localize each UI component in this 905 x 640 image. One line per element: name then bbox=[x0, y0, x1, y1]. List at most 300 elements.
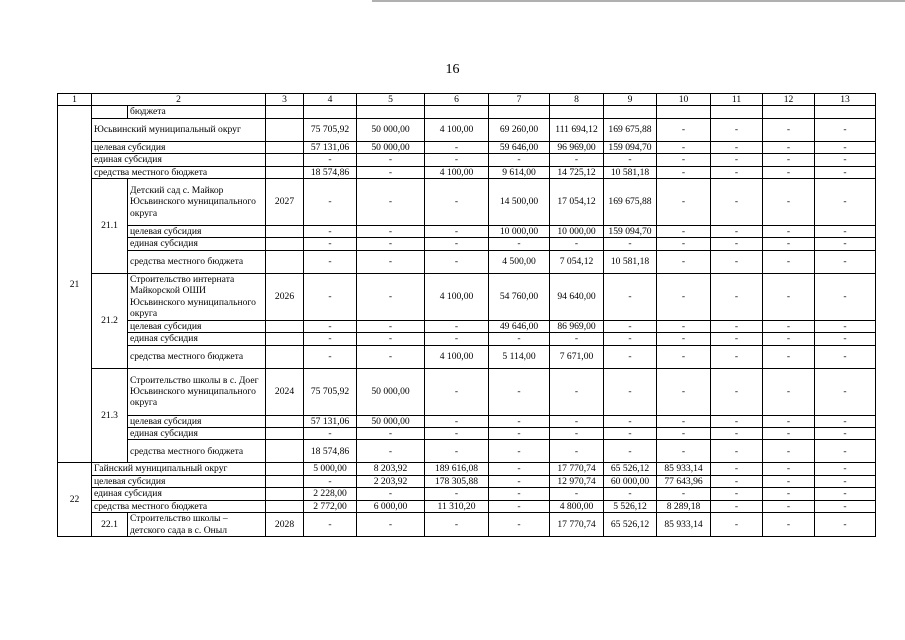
value-cell bbox=[489, 106, 550, 118]
value-cell: - bbox=[815, 500, 876, 512]
value-cell: - bbox=[304, 513, 357, 537]
value-cell: - bbox=[711, 500, 763, 512]
value-cell: - bbox=[815, 141, 876, 153]
value-cell: - bbox=[711, 238, 763, 250]
year-cell bbox=[266, 238, 304, 250]
value-cell: - bbox=[763, 428, 815, 440]
column-header: 12 bbox=[763, 94, 815, 106]
row-label: целевая субсидия bbox=[92, 475, 266, 487]
value-cell: - bbox=[550, 368, 604, 415]
value-cell: - bbox=[763, 118, 815, 141]
row-label: Гайнский муниципальный округ bbox=[92, 463, 266, 475]
value-cell: - bbox=[711, 415, 763, 427]
value-cell: - bbox=[489, 428, 550, 440]
value-cell: 10 000,00 bbox=[489, 226, 550, 238]
value-cell: 189 616,08 bbox=[425, 463, 489, 475]
value-cell: 159 094,70 bbox=[604, 141, 657, 153]
value-cell: - bbox=[550, 415, 604, 427]
column-header: 13 bbox=[815, 94, 876, 106]
column-header: 6 bbox=[425, 94, 489, 106]
sub-item-number: 22.1 bbox=[92, 513, 128, 537]
value-cell: 169 675,88 bbox=[604, 118, 657, 141]
row-label: целевая субсидия bbox=[128, 226, 266, 238]
year-cell: 2024 bbox=[266, 368, 304, 415]
value-cell: 75 705,92 bbox=[304, 118, 357, 141]
value-cell: 50 000,00 bbox=[357, 118, 425, 141]
value-cell: - bbox=[425, 428, 489, 440]
row-label: Строительство школы – детского сада в с. Оныл bbox=[128, 513, 266, 537]
column-header: 7 bbox=[489, 94, 550, 106]
value-cell: - bbox=[711, 179, 763, 226]
value-cell: - bbox=[711, 226, 763, 238]
blank-cell bbox=[92, 106, 128, 118]
value-cell: - bbox=[657, 488, 711, 500]
value-cell: - bbox=[711, 440, 763, 463]
value-cell: - bbox=[304, 333, 357, 345]
value-cell: 17 770,74 bbox=[550, 463, 604, 475]
value-cell: - bbox=[357, 166, 425, 178]
value-cell: 17 770,74 bbox=[550, 513, 604, 537]
value-cell: 59 646,00 bbox=[489, 141, 550, 153]
column-header: 4 bbox=[304, 94, 357, 106]
year-cell: 2028 bbox=[266, 513, 304, 537]
value-cell: - bbox=[763, 500, 815, 512]
value-cell: - bbox=[425, 320, 489, 332]
value-cell: 96 969,00 bbox=[550, 141, 604, 153]
value-cell: 7 671,00 bbox=[550, 345, 604, 368]
value-cell: - bbox=[711, 488, 763, 500]
value-cell: - bbox=[763, 141, 815, 153]
row-label: единая субсидия bbox=[92, 154, 266, 166]
sub-item-number: 21.2 bbox=[92, 273, 128, 368]
table-row bbox=[58, 500, 876, 512]
year-cell bbox=[266, 226, 304, 238]
value-cell: 111 694,12 bbox=[550, 118, 604, 141]
table-row bbox=[58, 141, 876, 153]
value-cell: - bbox=[815, 320, 876, 332]
year-cell bbox=[266, 320, 304, 332]
value-cell: 4 100,00 bbox=[425, 118, 489, 141]
value-cell: - bbox=[550, 488, 604, 500]
value-cell: 49 646,00 bbox=[489, 320, 550, 332]
value-cell: - bbox=[550, 238, 604, 250]
value-cell: - bbox=[489, 500, 550, 512]
value-cell: - bbox=[604, 488, 657, 500]
value-cell: - bbox=[763, 440, 815, 463]
value-cell: - bbox=[357, 154, 425, 166]
value-cell: - bbox=[489, 333, 550, 345]
row-label: средства местного бюджета bbox=[92, 500, 266, 512]
value-cell: 50 000,00 bbox=[357, 141, 425, 153]
value-cell: 4 100,00 bbox=[425, 273, 489, 320]
value-cell: - bbox=[357, 428, 425, 440]
year-cell bbox=[266, 166, 304, 178]
value-cell: - bbox=[711, 118, 763, 141]
value-cell: - bbox=[357, 488, 425, 500]
year-cell bbox=[266, 500, 304, 512]
value-cell: - bbox=[815, 250, 876, 273]
value-cell: 11 310,20 bbox=[425, 500, 489, 512]
value-cell: 18 574,86 bbox=[304, 166, 357, 178]
value-cell: - bbox=[711, 320, 763, 332]
value-cell: - bbox=[711, 345, 763, 368]
table-row bbox=[58, 333, 876, 345]
year-cell bbox=[266, 415, 304, 427]
row-label: Юсьвинский муниципальный округ bbox=[92, 118, 266, 141]
value-cell: - bbox=[425, 513, 489, 537]
value-cell: - bbox=[815, 475, 876, 487]
row-label: целевая субсидия bbox=[128, 320, 266, 332]
value-cell: 5 526,12 bbox=[604, 500, 657, 512]
value-cell: - bbox=[489, 488, 550, 500]
value-cell: - bbox=[489, 475, 550, 487]
year-cell bbox=[266, 440, 304, 463]
value-cell: - bbox=[763, 226, 815, 238]
value-cell: - bbox=[657, 415, 711, 427]
value-cell: - bbox=[604, 428, 657, 440]
year-cell bbox=[266, 428, 304, 440]
table-row bbox=[58, 345, 876, 368]
value-cell bbox=[304, 106, 357, 118]
value-cell: - bbox=[815, 179, 876, 226]
value-cell: 10 581,18 bbox=[604, 166, 657, 178]
value-cell: - bbox=[815, 513, 876, 537]
value-cell: - bbox=[604, 320, 657, 332]
column-header-row bbox=[58, 94, 876, 106]
year-cell bbox=[266, 141, 304, 153]
value-cell: - bbox=[357, 345, 425, 368]
value-cell: - bbox=[815, 488, 876, 500]
column-header: 9 bbox=[604, 94, 657, 106]
value-cell: - bbox=[815, 226, 876, 238]
value-cell: 65 526,12 bbox=[604, 463, 657, 475]
value-cell: - bbox=[815, 345, 876, 368]
value-cell: - bbox=[425, 415, 489, 427]
value-cell: 69 260,00 bbox=[489, 118, 550, 141]
value-cell: - bbox=[711, 154, 763, 166]
table-row bbox=[58, 154, 876, 166]
value-cell: - bbox=[657, 141, 711, 153]
table-row bbox=[58, 106, 876, 118]
value-cell: - bbox=[763, 179, 815, 226]
value-cell: - bbox=[815, 166, 876, 178]
value-cell: 2 228,00 bbox=[304, 488, 357, 500]
value-cell: 50 000,00 bbox=[357, 415, 425, 427]
value-cell: - bbox=[763, 166, 815, 178]
value-cell: - bbox=[763, 475, 815, 487]
budget-table bbox=[57, 93, 876, 537]
table-row bbox=[58, 368, 876, 415]
row-label: единая субсидия bbox=[92, 488, 266, 500]
value-cell bbox=[604, 106, 657, 118]
column-header: 2 bbox=[92, 94, 266, 106]
value-cell: - bbox=[304, 320, 357, 332]
value-cell: 2 772,00 bbox=[304, 500, 357, 512]
value-cell: - bbox=[425, 179, 489, 226]
value-cell: 4 800,00 bbox=[550, 500, 604, 512]
value-cell: - bbox=[304, 154, 357, 166]
value-cell: 8 203,92 bbox=[357, 463, 425, 475]
value-cell: 14 500,00 bbox=[489, 179, 550, 226]
value-cell: 8 289,18 bbox=[657, 500, 711, 512]
value-cell: - bbox=[304, 226, 357, 238]
value-cell: - bbox=[657, 238, 711, 250]
year-cell bbox=[266, 333, 304, 345]
column-header: 3 bbox=[266, 94, 304, 106]
value-cell: - bbox=[550, 440, 604, 463]
value-cell: - bbox=[304, 250, 357, 273]
value-cell: - bbox=[604, 345, 657, 368]
value-cell: - bbox=[425, 141, 489, 153]
value-cell: - bbox=[489, 415, 550, 427]
row-label: Детский сад с. Майкор Юсьвинского муниципального округа bbox=[128, 179, 266, 226]
value-cell: - bbox=[489, 368, 550, 415]
value-cell: - bbox=[711, 333, 763, 345]
value-cell: - bbox=[815, 333, 876, 345]
value-cell: 159 094,70 bbox=[604, 226, 657, 238]
year-cell bbox=[266, 475, 304, 487]
table-row bbox=[58, 488, 876, 500]
column-header: 8 bbox=[550, 94, 604, 106]
value-cell: - bbox=[357, 250, 425, 273]
year-cell: 2026 bbox=[266, 273, 304, 320]
row-label: средства местного бюджета bbox=[128, 440, 266, 463]
value-cell: - bbox=[763, 250, 815, 273]
table-row bbox=[58, 320, 876, 332]
value-cell: - bbox=[763, 333, 815, 345]
value-cell bbox=[711, 106, 763, 118]
value-cell: - bbox=[657, 428, 711, 440]
row-label: целевая субсидия bbox=[128, 415, 266, 427]
value-cell: - bbox=[763, 488, 815, 500]
value-cell: - bbox=[763, 345, 815, 368]
row-label: единая субсидия bbox=[128, 428, 266, 440]
value-cell: - bbox=[763, 238, 815, 250]
column-header: 1 bbox=[58, 94, 92, 106]
value-cell: - bbox=[763, 463, 815, 475]
value-cell bbox=[763, 106, 815, 118]
row-label: единая субсидия bbox=[128, 333, 266, 345]
table-row bbox=[58, 118, 876, 141]
value-cell: - bbox=[425, 440, 489, 463]
value-cell: - bbox=[425, 333, 489, 345]
value-cell: 65 526,12 bbox=[604, 513, 657, 537]
table-row bbox=[58, 440, 876, 463]
table-row bbox=[58, 415, 876, 427]
value-cell: - bbox=[357, 320, 425, 332]
value-cell: - bbox=[357, 333, 425, 345]
value-cell: 5 114,00 bbox=[489, 345, 550, 368]
value-cell: - bbox=[357, 238, 425, 250]
value-cell: - bbox=[604, 333, 657, 345]
value-cell: - bbox=[657, 226, 711, 238]
value-cell: - bbox=[711, 368, 763, 415]
row-label: средства местного бюджета bbox=[92, 166, 266, 178]
table-row bbox=[58, 428, 876, 440]
value-cell: - bbox=[357, 513, 425, 537]
column-header: 11 bbox=[711, 94, 763, 106]
value-cell bbox=[550, 106, 604, 118]
year-cell bbox=[266, 106, 304, 118]
table-row bbox=[58, 166, 876, 178]
row-label: единая субсидия bbox=[128, 238, 266, 250]
value-cell bbox=[357, 106, 425, 118]
value-cell: 4 500,00 bbox=[489, 250, 550, 273]
value-cell: - bbox=[425, 238, 489, 250]
row-label: средства местного бюджета bbox=[128, 250, 266, 273]
value-cell: 6 000,00 bbox=[357, 500, 425, 512]
value-cell: 14 725,12 bbox=[550, 166, 604, 178]
column-header: 10 bbox=[657, 94, 711, 106]
value-cell: 77 643,96 bbox=[657, 475, 711, 487]
value-cell: - bbox=[711, 475, 763, 487]
value-cell: - bbox=[763, 273, 815, 320]
year-cell bbox=[266, 463, 304, 475]
value-cell: 10 000,00 bbox=[550, 226, 604, 238]
value-cell: - bbox=[489, 463, 550, 475]
value-cell: - bbox=[304, 475, 357, 487]
row-label: средства местного бюджета bbox=[128, 345, 266, 368]
year-cell bbox=[266, 488, 304, 500]
value-cell: 12 970,74 bbox=[550, 475, 604, 487]
sub-item-number: 21.1 bbox=[92, 179, 128, 274]
value-cell: - bbox=[711, 141, 763, 153]
value-cell: - bbox=[489, 238, 550, 250]
value-cell: - bbox=[815, 428, 876, 440]
year-cell bbox=[266, 345, 304, 368]
value-cell: - bbox=[763, 154, 815, 166]
value-cell: - bbox=[304, 345, 357, 368]
value-cell: - bbox=[657, 273, 711, 320]
value-cell: - bbox=[357, 440, 425, 463]
value-cell: 169 675,88 bbox=[604, 179, 657, 226]
table-row bbox=[58, 226, 876, 238]
value-cell: - bbox=[357, 273, 425, 320]
value-cell: - bbox=[304, 238, 357, 250]
table-row bbox=[58, 179, 876, 226]
value-cell: - bbox=[763, 368, 815, 415]
value-cell bbox=[425, 106, 489, 118]
value-cell: - bbox=[657, 118, 711, 141]
value-cell: - bbox=[815, 154, 876, 166]
value-cell: - bbox=[604, 238, 657, 250]
value-cell: - bbox=[711, 428, 763, 440]
value-cell: - bbox=[357, 226, 425, 238]
group-number: 22 bbox=[58, 463, 92, 536]
page-top-rule bbox=[372, 0, 905, 2]
value-cell bbox=[815, 106, 876, 118]
value-cell: 7 054,12 bbox=[550, 250, 604, 273]
value-cell: - bbox=[489, 513, 550, 537]
value-cell: 50 000,00 bbox=[357, 368, 425, 415]
row-label: бюджета bbox=[128, 106, 266, 118]
value-cell bbox=[657, 106, 711, 118]
table-row bbox=[58, 250, 876, 273]
value-cell: - bbox=[489, 440, 550, 463]
value-cell: - bbox=[425, 488, 489, 500]
value-cell: - bbox=[604, 415, 657, 427]
year-cell: 2027 bbox=[266, 179, 304, 226]
column-header: 5 bbox=[357, 94, 425, 106]
value-cell: - bbox=[711, 463, 763, 475]
page-number: 16 bbox=[445, 62, 460, 77]
value-cell: - bbox=[604, 154, 657, 166]
value-cell: - bbox=[657, 166, 711, 178]
value-cell: 4 100,00 bbox=[425, 345, 489, 368]
value-cell: 5 000,00 bbox=[304, 463, 357, 475]
value-cell: 9 614,00 bbox=[489, 166, 550, 178]
value-cell: - bbox=[657, 154, 711, 166]
table-row bbox=[58, 238, 876, 250]
value-cell: - bbox=[763, 320, 815, 332]
value-cell: 2 203,92 bbox=[357, 475, 425, 487]
value-cell: - bbox=[425, 154, 489, 166]
value-cell: - bbox=[711, 273, 763, 320]
year-cell bbox=[266, 154, 304, 166]
value-cell: 17 054,12 bbox=[550, 179, 604, 226]
value-cell: - bbox=[657, 320, 711, 332]
value-cell: - bbox=[657, 368, 711, 415]
value-cell: 75 705,92 bbox=[304, 368, 357, 415]
value-cell: 94 640,00 bbox=[550, 273, 604, 320]
sub-item-number: 21.3 bbox=[92, 368, 128, 463]
value-cell: 57 131,06 bbox=[304, 415, 357, 427]
value-cell: - bbox=[763, 415, 815, 427]
value-cell: 4 100,00 bbox=[425, 166, 489, 178]
value-cell: - bbox=[657, 440, 711, 463]
value-cell: 54 760,00 bbox=[489, 273, 550, 320]
group-number: 21 bbox=[58, 106, 92, 463]
value-cell: 18 574,86 bbox=[304, 440, 357, 463]
value-cell: - bbox=[657, 250, 711, 273]
value-cell: 86 969,00 bbox=[550, 320, 604, 332]
value-cell: - bbox=[815, 238, 876, 250]
value-cell: 85 933,14 bbox=[657, 463, 711, 475]
table-row bbox=[58, 463, 876, 475]
row-label: целевая субсидия bbox=[92, 141, 266, 153]
row-label: Строительство интерната Майкорской ОШИ Юсьвинского муниципального округа bbox=[128, 273, 266, 320]
row-label: Строительство школы в с. Доег Юсьвинского муниципального округа bbox=[128, 368, 266, 415]
value-cell: - bbox=[425, 368, 489, 415]
value-cell: - bbox=[815, 273, 876, 320]
value-cell: - bbox=[657, 333, 711, 345]
year-cell bbox=[266, 118, 304, 141]
value-cell: - bbox=[550, 154, 604, 166]
value-cell: - bbox=[425, 226, 489, 238]
value-cell: - bbox=[711, 513, 763, 537]
value-cell: 85 933,14 bbox=[657, 513, 711, 537]
value-cell: - bbox=[304, 273, 357, 320]
value-cell: - bbox=[304, 428, 357, 440]
value-cell: - bbox=[357, 179, 425, 226]
year-cell bbox=[266, 250, 304, 273]
value-cell: 57 131,06 bbox=[304, 141, 357, 153]
value-cell: - bbox=[815, 415, 876, 427]
value-cell: - bbox=[304, 179, 357, 226]
value-cell: 60 000,00 bbox=[604, 475, 657, 487]
value-cell: 10 581,18 bbox=[604, 250, 657, 273]
value-cell: - bbox=[604, 273, 657, 320]
table-row bbox=[58, 513, 876, 537]
value-cell: - bbox=[815, 440, 876, 463]
value-cell: - bbox=[711, 250, 763, 273]
value-cell: - bbox=[657, 345, 711, 368]
value-cell: - bbox=[657, 179, 711, 226]
value-cell: - bbox=[604, 440, 657, 463]
value-cell: - bbox=[763, 513, 815, 537]
table-row bbox=[58, 273, 876, 320]
table-row bbox=[58, 475, 876, 487]
